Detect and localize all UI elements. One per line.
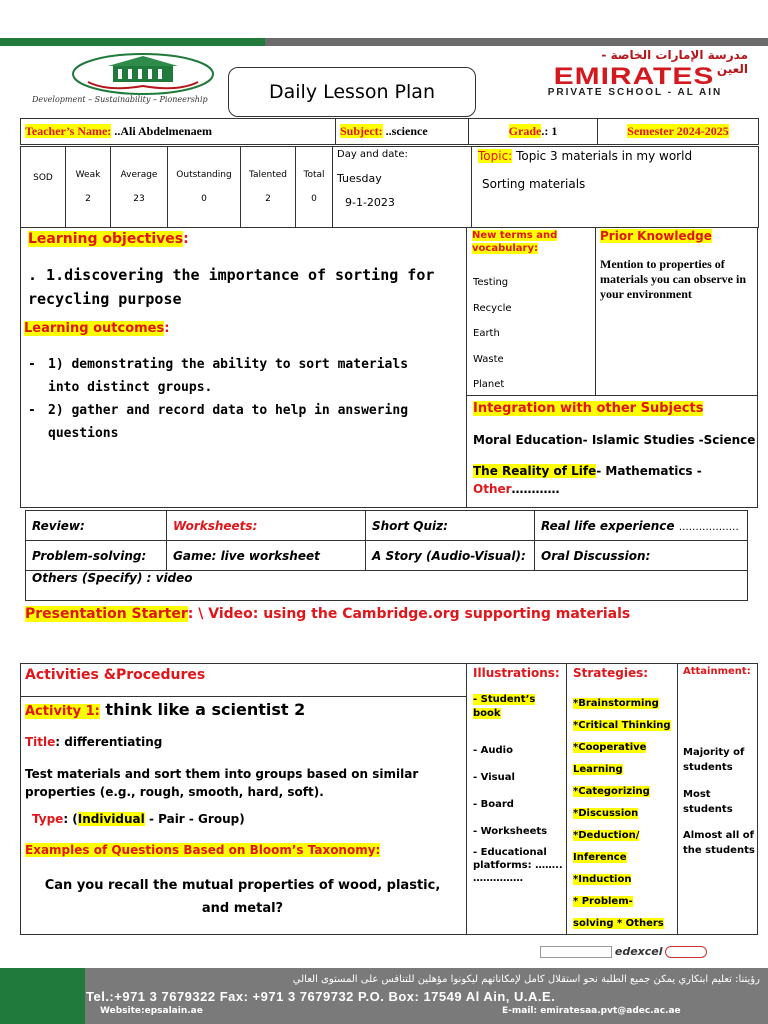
vocab-term: Waste xyxy=(473,353,504,365)
game-cell: Game: live worksheet xyxy=(167,541,366,571)
strategy-item: *Discussion xyxy=(573,808,639,819)
illustration-item: - Board xyxy=(473,799,514,810)
integration-line1: Moral Education- Islamic Studies -Science xyxy=(473,433,756,447)
stat-talented: Talented 2 xyxy=(241,147,296,228)
attainment-item: Most students xyxy=(683,789,733,815)
others-cell: Others (Specify) : video xyxy=(26,571,748,601)
stat-sod: SOD xyxy=(21,147,66,228)
stat-weak: Weak 2 xyxy=(66,147,111,228)
school-logo-icon xyxy=(68,52,218,96)
outcome-item: - 1) demonstrating the ability to sort materials into distinct groups. xyxy=(28,357,409,395)
strategy-item: *Brainstorming xyxy=(573,698,659,709)
subject-cell: Subject: ..science xyxy=(336,119,469,145)
footer-email[interactable]: E-mail: emiratesaa.pvt@adec.ac.ae xyxy=(502,1006,681,1016)
illustrations-heading: Illustrations: xyxy=(473,666,560,680)
strategy-item: *Deduction/ Inference xyxy=(573,830,640,863)
vocab-term: Testing xyxy=(473,277,509,288)
footer-green-block xyxy=(0,968,85,1024)
teacher-cell: Teacher’s Name: ..Ali Abdelmenaem xyxy=(21,119,336,145)
activities-heading: Activities &Procedures xyxy=(25,667,206,683)
objective-text: . 1.discovering the importance of sorting for recycling purpose xyxy=(28,266,435,308)
teacher-name: ..Ali Abdelmenaem xyxy=(114,124,212,138)
grade-value: .: 1 xyxy=(541,124,558,138)
illustration-item: - Educational platforms: …….. …………… xyxy=(473,847,563,884)
topic-sub: Sorting materials xyxy=(482,177,586,191)
semester-cell: Semester 2024-2025 xyxy=(598,119,759,145)
presentation-starter: Presentation Starter: \ Video: using the Cambridge.org supporting materials xyxy=(25,606,631,622)
activity-type: Type: (Individual - Pair - Group) xyxy=(32,812,245,826)
real-life-cell: Real life experience ……………… xyxy=(535,511,748,541)
vocab-heading: New terms and vocabulary: xyxy=(472,230,558,254)
partner-logos xyxy=(540,945,707,958)
integration-line2: The Reality of Life- Mathematics - Other………… xyxy=(473,464,702,496)
outcome-item: - 2) gather and record data to help in answering questions xyxy=(28,403,409,441)
vocab-list xyxy=(473,270,512,398)
school-subtitle: PRIVATE SCHOOL - AL AIN xyxy=(547,87,723,98)
school-name-arabic: مدرسة الإمارات الخاصة - العين xyxy=(601,48,748,76)
strategy-item: *Critical Thinking xyxy=(573,720,671,731)
date-value: 9-1-2023 xyxy=(345,196,395,209)
stat-outstanding: Outstanding 0 xyxy=(168,147,241,228)
activity-description: Test materials and sort them into groups based on similar properties (e.g., rough, smooth, hard, soft). xyxy=(25,767,419,799)
worksheets-cell: Worksheets: xyxy=(167,511,366,541)
activity-title: Title: differentiating xyxy=(25,735,163,749)
stat-total: Total 0 xyxy=(296,147,333,228)
footer-vision: رؤيتنا: تعليم ابتكاري يمكن جميع الطلبة نحو استقلال كامل لإمكاناتهم ليكونوا مؤهلين للتنافس على المستوى العالي xyxy=(292,974,760,985)
illustration-item: - Visual xyxy=(473,772,515,783)
activity-heading: Activity 1: think like a scientist 2 xyxy=(25,700,306,719)
strategy-item: *Induction xyxy=(573,874,632,885)
footer-contact: Tel.:+971 3 7679322 Fax: +971 3 7679732 P.O. Box: 17549 Al Ain, U.A.E. xyxy=(86,989,556,1004)
footer-website[interactable]: Website:epsalain.ae xyxy=(100,1006,203,1016)
illustration-item: - Worksheets xyxy=(473,826,548,837)
illustration-item: - Student’s book xyxy=(473,694,536,719)
problem-solving-cell: Problem-solving: xyxy=(26,541,167,571)
strategies-heading: Strategies: xyxy=(573,666,649,680)
topic-cell: Topic: Topic 3 materials in my world Sorting materials xyxy=(472,147,759,228)
review-table xyxy=(25,510,748,601)
university-logo-icon xyxy=(540,946,612,958)
page-title: Daily Lesson Plan xyxy=(228,67,476,117)
vocab-term: Recycle xyxy=(473,302,512,314)
prior-text: Mention to properties of materials you can observe in your environment xyxy=(600,257,746,301)
vocab-term: Earth xyxy=(473,328,500,339)
edexcel-logo: edexcel xyxy=(614,945,663,958)
topic-value: Topic 3 materials in my world xyxy=(516,149,693,163)
subject-name: ..science xyxy=(385,124,428,138)
strategies-list xyxy=(573,693,673,935)
stat-average: Average 23 xyxy=(111,147,168,228)
grade-cell: Grade.: 1 xyxy=(469,119,598,145)
strategy-item: *Categorizing xyxy=(573,786,650,797)
school-name: EMIRATES xyxy=(553,63,715,90)
prior-heading: Prior Knowledge xyxy=(600,229,712,243)
illustration-item: - Audio xyxy=(473,745,513,756)
integration-heading: Integration with other Subjects xyxy=(473,401,704,416)
review-cell: Review: xyxy=(26,511,167,541)
top-bar-gray xyxy=(265,38,768,46)
illustration-list xyxy=(473,737,547,845)
vocab-term: Planet xyxy=(473,379,505,390)
attainment-heading: Attainment: xyxy=(683,666,751,677)
attainment-item: Majority of students xyxy=(683,747,745,773)
day-date-cell: Day and date: Tuesday 9-1-2023 xyxy=(333,147,472,228)
top-bar-green xyxy=(0,38,265,46)
blooms-question: Can you recall the mutual properties of wood, plastic, and metal? xyxy=(44,878,441,916)
blooms-heading: Examples of Questions Based on Bloom’s Taxonomy: xyxy=(25,843,381,857)
day-value: Tuesday xyxy=(337,172,382,185)
school-tagline: Development – Sustainability – Pioneership xyxy=(32,95,208,104)
class-stats-table xyxy=(20,146,759,228)
strategy-item: * Problem-solving * Others xyxy=(573,896,664,929)
attainment-item: Almost all of the students xyxy=(683,830,755,856)
oral-cell: Oral Discussion: xyxy=(535,541,748,571)
teacher-info-table xyxy=(20,118,759,145)
outcomes-heading: Learning outcomes: xyxy=(24,321,170,336)
partner-logo-icon xyxy=(665,946,707,958)
objectives-heading: Learning objectives: xyxy=(28,231,189,247)
strategy-item: *Cooperative Learning xyxy=(573,742,647,775)
story-cell: A Story (Audio-Visual): xyxy=(366,541,535,571)
quiz-cell: Short Quiz: xyxy=(366,511,535,541)
